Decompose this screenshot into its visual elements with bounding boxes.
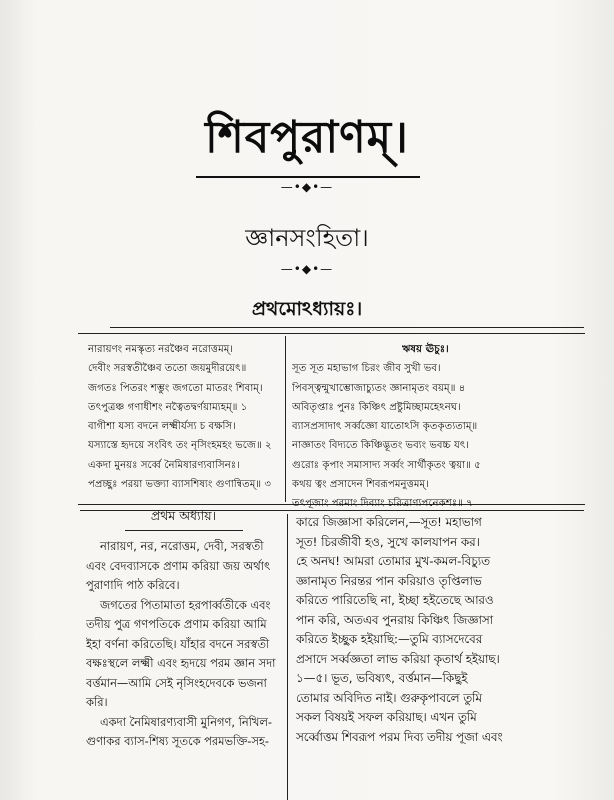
samhita-title: জ্ঞানসংহিতা।	[245, 224, 369, 252]
book-title: শিবপুরাণম্।	[205, 112, 409, 163]
verse-line: ব্যাসপ্রসাদাৎ সর্ব্বজ্ঞো যাতোঽসি কৃতকৃত্যতাম্॥	[292, 421, 478, 433]
verse-column-left	[88, 340, 283, 494]
verse-line: গুরোঃ কৃপাং সমাসাদ্য সর্ব্বং সার্থীকৃতং ত্বয়া॥ ৫	[292, 459, 481, 471]
heading-underline	[125, 530, 243, 531]
prose-line: গুণাকর ব্যাস-শিষ্য সূতকে পরমভক্তি-সহ-	[86, 734, 270, 748]
prose-line: সূত! চিরজীবী হও, সুখে কালযাপন কর।	[296, 534, 480, 549]
verse-line: যস্যাস্তে হৃদয়ে সংবিৎ তং নৃসিংহমহং ভজে॥ ২	[88, 440, 272, 452]
title-underline	[196, 176, 420, 178]
translation-heading	[80, 508, 287, 531]
prose-line: নারায়ণ, নর, নরোত্তম, দেবী, সরস্বতী	[100, 539, 264, 553]
prose-line: সর্ব্বোত্তম শিবরূপ পরম দিব্য তদীয় পূজা এবং	[296, 729, 503, 744]
verse-line: সূত সূত মহাভাগ চিরং জীব সুখী ভব।	[292, 363, 441, 375]
verse-column-right	[292, 340, 582, 514]
translation-heading-text: প্রথম অধ্যায়।	[150, 508, 217, 523]
prose-line: ১—৫। ভূত, ভবিষ্যৎ, বর্ত্তমান—কিছুই	[296, 671, 468, 685]
translation-column-left	[86, 537, 284, 752]
verse-line: পিবস্ত্বন্মুখাম্ভোজাচ্যুতং জ্ঞানামৃতং বয়ম্॥ ৪	[292, 382, 466, 394]
prose-line: প্রসাদে সর্ব্বজ্ঞতা লাভ করিয়া কৃতার্থ হইয়াছ।	[296, 651, 500, 666]
sanskrit-verse-box	[78, 333, 585, 510]
verse-line: তৎপুত্রঞ্চ গণাধীশং নত্বৈতদ্বর্ণয়াম্যহম্॥ ১	[88, 401, 248, 413]
prose-line: বর্ত্তমান—আমি সেই নৃসিংহদেবকে ভজনা	[86, 675, 267, 690]
verse-line: পপ্রচ্ছুঃ পরয়া ভক্ত্যা ব্যাসশিষ্যং গুণান্বিতম্॥ ৩	[88, 479, 272, 491]
verse-line: জগতঃ পিতরং শম্ভুং জগতো মাতরং শিবাম্।	[88, 382, 263, 394]
verse-line: একদা মুনয়ঃ সর্ব্বে নৈমিষারণ্যবাসিনঃ।	[88, 459, 240, 471]
prose-line: একদা নৈমিষারণ্যবাসী মুনিগণ, নিখিল-	[100, 714, 272, 729]
prose-line: করিতে পারিতেছি না, ইচ্ছা হইতেছে আরও	[296, 593, 494, 607]
verse-line: অবিতৃপ্তাঃ পুনঃ কিঞ্চিৎ প্রষ্টুমিচ্ছামহেঽনঘ।	[292, 401, 461, 413]
prose-line: জগতের পিতামাতা হরপার্ব্বতীকে এবং	[100, 597, 271, 612]
prose-line: তদীয় পুত্র গণপতিকে প্রণাম করিয়া আমি	[86, 617, 267, 631]
speaker-line: ঋষয় ঊচুঃ।	[402, 344, 449, 355]
ornament-divider: —•◆•—	[280, 262, 334, 276]
prose-line: বক্ষঃস্থলে লক্ষ্মী এবং হৃদয়ে পরম জ্ঞান সদা	[86, 656, 276, 670]
verse-line: বাগীশা যস্য বদনে লক্ষ্মীর্যস্য চ বক্ষসি।	[88, 421, 236, 433]
chapter-title: প্রথমোঽধ্যায়ঃ।	[251, 298, 363, 320]
verse-line: কথয় ত্বং প্রসাদেন শিবরূপমনুত্তমম্।	[292, 479, 429, 491]
prose-line: জ্ঞানামৃত নিরন্তর পান করিয়াও তৃপ্তিলাভ	[296, 573, 482, 588]
prose-line: পান করি, অতএব পুনরায় কিঞ্চিৎ জিজ্ঞাসা	[296, 612, 494, 627]
prose-line: তোমার অবিদিত নাই। গুরুকৃপাবলে তুমি	[296, 690, 482, 705]
prose-line: করি।	[86, 695, 108, 709]
prose-line: কারে জিজ্ঞাসা করিলেন,—সূত! মহাভাগ	[296, 515, 482, 529]
prose-line: করিতে ইচ্ছুক হইয়াছি:—তুমি ব্যাসদেবের	[296, 632, 483, 646]
column-divider	[287, 514, 288, 800]
ornament-divider: —•◆•—	[280, 180, 334, 194]
prose-line: সকল বিষয়ই সফল করিয়াছ। এখন তুমি	[296, 710, 477, 724]
verse-line: দেবীং সরস্বতীঞ্চৈব ততো জয়মুদীরয়েৎ॥	[88, 363, 247, 375]
verse-line: নাজ্ঞাতং বিদ্যতে কিঞ্চিদ্ভূতং ভব্যং ভবচ্চ যৎ।	[292, 440, 469, 452]
prose-line: এবং বেদব্যাসকে প্রণাম করিয়া জয় অর্থাৎ	[86, 558, 271, 573]
verse-line: তৎপূজাং পরমাং দিব্যাং চরিত্রাণ্যপনেকশঃ॥ ৭	[292, 498, 473, 510]
translation-column-right	[296, 513, 586, 747]
verse-line: নারায়ণং নমস্কৃত্য নরঞ্চৈব নরোত্তমম্।	[88, 344, 234, 355]
prose-line: ইহা বর্ণনা করিতেছি। যাঁহার বদনে সরস্বতী	[86, 636, 270, 651]
prose-line: হে অনঘ! আমরা তোমার মুখ-কমল-বিচ্যুত	[296, 554, 490, 568]
column-divider	[285, 336, 286, 502]
chapter-rule	[110, 327, 584, 328]
prose-line: পুরাণাদি পাঠ করিবে।	[86, 578, 180, 592]
